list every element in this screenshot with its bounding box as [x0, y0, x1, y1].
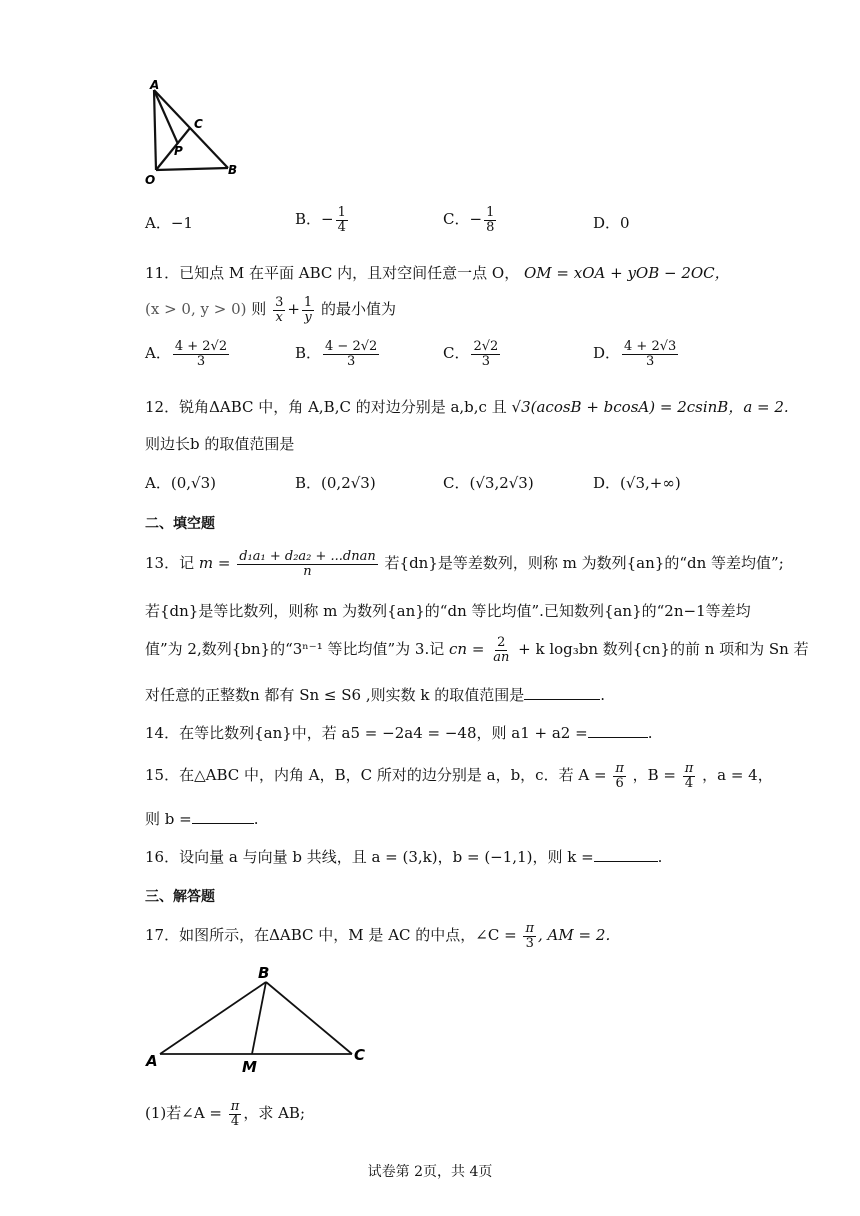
q11-option-b: B． $\frac{4 - 2√2}{3}$	[295, 339, 378, 369]
q11-options	[145, 340, 805, 380]
q15-line1	[145, 762, 773, 790]
q17-text: 17．如图所示，在ΔABC 中，M 是 AC 的中点，∠C =	[145, 926, 517, 945]
q10-option-c: C．− $\frac{1}{8}$	[443, 205, 495, 235]
q11-option-a: A． $\frac{4 + 2√2}{3}$	[145, 339, 228, 369]
q11-tail: 的最小值为	[320, 300, 396, 319]
q14-end: .	[647, 724, 653, 742]
section-answer-heading: 三、解答题	[145, 889, 215, 905]
q13-line2: 若{dn}是等比数列，则称 m 为数列{an}的“dn 等比均值”.已知数列{an}的“2n−1等差均	[145, 602, 751, 620]
q13-text-b: + k log₃bn 数列{cn}的前 n 项和为 Sn 若	[518, 640, 809, 659]
option-letter: B．	[295, 210, 322, 229]
triangle-figure	[140, 78, 250, 188]
q11-vector-equation: OM = xOA + yOB − 2OC，	[523, 264, 730, 282]
option-letter: B．	[295, 474, 322, 492]
q12-text: 12．锐角ΔABC 中，角 A,B,C 的对边分别是 a,b,c 且	[145, 398, 507, 416]
q17-part1-text: (1)若∠A =	[145, 1104, 222, 1123]
q12-line1	[145, 396, 789, 417]
triangle-abc-figure	[140, 962, 380, 1082]
option-value: (0,2√3)	[321, 474, 376, 492]
label-B: B	[258, 964, 270, 982]
q12-options	[145, 472, 805, 496]
fraction-1-over-y: $\frac{1}{y}$	[303, 295, 313, 325]
option-value: (√3,+∞)	[620, 474, 681, 492]
q15-end: .	[253, 810, 259, 828]
option-value: −1	[170, 214, 193, 232]
page-footer: 试卷第 2页，共 4页	[367, 1164, 493, 1180]
q10-option-a	[145, 212, 193, 233]
q12-equation: √3(acosB + bcosA) = 2csinB，a = 2.	[511, 398, 789, 416]
q10-option-b: B．− $\frac{1}{4}$	[295, 205, 346, 235]
q11-line1	[145, 262, 730, 283]
q13-prefix: 13．记	[145, 554, 195, 573]
q17-part1-tail: ，求 AB;	[243, 1104, 306, 1123]
q11-then: 则	[251, 300, 267, 319]
label-A: A	[150, 78, 160, 92]
q13-line4	[145, 684, 605, 705]
q11-text: 11．已知点 M 在平面 ABC 内，且对空间任意一点 O，	[145, 264, 520, 282]
q13-line1: 13．记 m = $\frac{\text{d₁a₁ + d₂a₂ + ...dnan}}{n}$ 若{dn}是等差数列，则称 m 为数列{an}的“dn 等差均值”;	[145, 549, 784, 579]
q17-part1	[145, 1100, 305, 1128]
q12-option-c	[443, 472, 534, 493]
q12-option-b	[295, 472, 376, 493]
q15-text-b: ，B =	[632, 766, 677, 785]
answer-blank[interactable]	[588, 723, 648, 738]
q15-text: 则 b =	[145, 810, 192, 828]
q16	[145, 846, 662, 867]
option-letter: D．	[593, 214, 621, 232]
option-value: (0,√3)	[170, 474, 216, 492]
q14	[145, 722, 652, 743]
option-value: 0	[620, 214, 630, 232]
q16-text: 16．设向量 a 与向量 b 共线，且 a = (3,k)，b = (−1,1)，则 k =	[145, 848, 594, 866]
fraction-pi-over-4: $\frac{\pi}{4}$	[230, 1099, 240, 1129]
option-letter: C．	[443, 210, 470, 229]
option-letter: D．	[593, 344, 621, 363]
option-letter: A．	[145, 344, 171, 363]
fraction-pi-over-3: $\frac{\pi}{3}$	[525, 921, 534, 951]
q13-mean-fraction: $\frac{\text{d₁a₁ + d₂a₂ + ...dnan}}{n}$	[239, 549, 376, 579]
option-letter: B．	[295, 344, 322, 363]
q12-line2: 则边长b 的取值范围是	[145, 435, 295, 453]
fraction-pi-over-4: $\frac{\pi}{4}$	[684, 761, 694, 791]
label-M: M	[242, 1058, 257, 1076]
label-C: C	[194, 117, 203, 131]
label-O: O	[145, 173, 156, 187]
option-letter: D．	[593, 474, 621, 492]
fraction-pi-over-6: $\frac{\pi}{6}$	[615, 761, 624, 791]
label-B: B	[228, 163, 238, 177]
label-C: C	[354, 1046, 366, 1064]
option-letter: A．	[145, 474, 171, 492]
q10-option-d	[593, 212, 630, 233]
q13-text: 对任意的正整数n 都有 Sn ≤ S6 ,则实数 k 的取值范围是	[145, 686, 525, 704]
q15-text-a: 15．在△ABC 中，内角 A，B，C 所对的边分别是 a，b，c．若 A =	[145, 766, 607, 785]
q17-tail: , AM = 2．	[537, 926, 621, 945]
q13-line3: 值”为 2,数列{bn}的“3ⁿ⁻¹ 等比均值”为 3.记 cn = $\frac{2}{an}$ + k log₃bn 数列{cn}的前 n 项和为 Sn 若	[145, 635, 809, 665]
q14-text: 14．在等比数列{an}中，若 a5 = −2a4 = −48，则 a1 + a2 =	[145, 724, 588, 742]
answer-blank[interactable]	[524, 685, 600, 700]
q11-option-d: D． $\frac{4 + 2√3}{3}$	[593, 339, 677, 369]
q15-text-c: ，a = 4，	[702, 766, 773, 785]
q16-end: .	[657, 848, 663, 866]
option-letter: C．	[443, 474, 470, 492]
q11-condition: (x > 0, y > 0)	[145, 300, 247, 319]
option-letter: A．	[145, 214, 171, 232]
q13-text: 若{dn}是等差数列，则称 m 为数列{an}的“dn 等差均值”;	[384, 554, 784, 573]
answer-blank[interactable]	[192, 809, 254, 824]
option-letter: C．	[443, 344, 470, 363]
q17	[145, 922, 620, 950]
q13-end: .	[600, 686, 606, 704]
fraction-3-over-x: $\frac{3}{x}$	[275, 295, 284, 325]
q11-option-c: C． $\frac{2√2}{3}$	[443, 339, 499, 369]
label-A: A	[146, 1052, 158, 1070]
fraction-2-over-an: $\frac{2}{an}$	[493, 635, 510, 665]
q12-option-a	[145, 472, 216, 493]
q12-option-d	[593, 472, 681, 493]
option-value: (√3,2√3)	[469, 474, 534, 492]
answer-blank[interactable]	[594, 847, 658, 862]
q11-line2: (x > 0, y > 0) 则 $\frac{3}{x}$ + $\frac{1}{y}$ 的最小值为	[145, 295, 396, 325]
section-fill-in-heading: 二、填空题	[145, 516, 215, 532]
q13-text-a: 值”为 2,数列{bn}的“3ⁿ⁻¹ 等比均值”为 3.记	[145, 640, 445, 659]
label-P: P	[174, 144, 183, 158]
q15-line2	[145, 808, 259, 829]
